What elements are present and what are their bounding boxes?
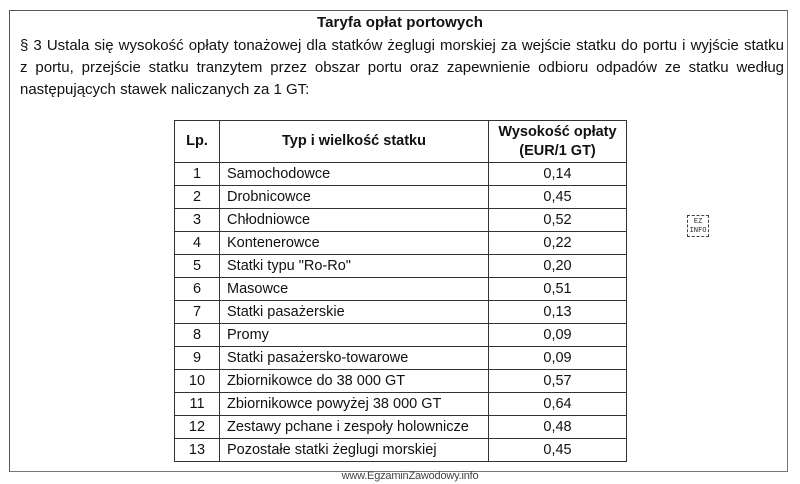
row-ship-type: Statki pasażersko-towarowe <box>220 347 489 370</box>
row-fee: 0,22 <box>489 232 627 255</box>
row-fee: 0,45 <box>489 186 627 209</box>
row-lp: 13 <box>175 439 220 462</box>
row-ship-type: Zbiornikowce powyżej 38 000 GT <box>220 393 489 416</box>
row-ship-type: Zbiornikowce do 38 000 GT <box>220 370 489 393</box>
row-lp: 1 <box>175 163 220 186</box>
row-ship-type: Promy <box>220 324 489 347</box>
header-lp: Lp. <box>175 121 220 163</box>
table-body <box>175 163 627 462</box>
row-fee: 0,14 <box>489 163 627 186</box>
row-fee: 0,13 <box>489 301 627 324</box>
row-lp: 7 <box>175 301 220 324</box>
table-row <box>175 163 627 186</box>
header-fee-line1: Wysokość opłaty <box>498 123 617 140</box>
watermark: www.EgzaminZawodowy.info <box>341 470 479 482</box>
table-row <box>175 255 627 278</box>
row-lp: 12 <box>175 416 220 439</box>
row-lp: 2 <box>175 186 220 209</box>
row-fee: 0,51 <box>489 278 627 301</box>
row-ship-type: Drobnicowce <box>220 186 489 209</box>
row-fee: 0,52 <box>489 209 627 232</box>
paragraph-line: § 3 Ustala się wysokość opłaty tonażowej dla statków żeglugi morskiej za wejście statku do portu i wyjście statku <box>20 37 784 54</box>
row-fee: 0,45 <box>489 439 627 462</box>
row-lp: 11 <box>175 393 220 416</box>
row-fee: 0,64 <box>489 393 627 416</box>
table-row <box>175 393 627 416</box>
row-ship-type: Samochodowce <box>220 163 489 186</box>
row-ship-type: Masowce <box>220 278 489 301</box>
row-lp: 9 <box>175 347 220 370</box>
paragraph-line: następujących stawek naliczanych za 1 GT: <box>20 81 310 98</box>
paragraph-line: z portu, przejście statku tranzytem przez obszar portu oraz zapewnienie odbioru odpadów ze statku według <box>20 59 784 76</box>
header-fee <box>489 121 627 163</box>
table-row <box>175 370 627 393</box>
row-fee: 0,09 <box>489 324 627 347</box>
table-row <box>175 416 627 439</box>
row-lp: 5 <box>175 255 220 278</box>
row-ship-type: Kontenerowce <box>220 232 489 255</box>
row-lp: 6 <box>175 278 220 301</box>
table-header-row <box>175 121 627 163</box>
row-fee: 0,09 <box>489 347 627 370</box>
row-ship-type: Pozostałe statki żeglugi morskiej <box>220 439 489 462</box>
row-lp: 8 <box>175 324 220 347</box>
row-fee: 0,20 <box>489 255 627 278</box>
header-fee-line2: (EUR/1 GT) <box>519 142 596 159</box>
row-ship-type: Chłodniowce <box>220 209 489 232</box>
row-lp: 3 <box>175 209 220 232</box>
table-row <box>175 439 627 462</box>
table-row <box>175 324 627 347</box>
document-title: Taryfa opłat portowych <box>316 14 484 31</box>
document-paragraph <box>20 35 784 101</box>
table-row <box>175 232 627 255</box>
ez-info-logo-icon <box>687 215 709 237</box>
row-ship-type: Zestawy pchane i zespoły holownicze <box>220 416 489 439</box>
table-row <box>175 278 627 301</box>
fee-table <box>174 120 627 462</box>
logo-line2: INFO <box>689 226 707 234</box>
row-fee: 0,57 <box>489 370 627 393</box>
table-row <box>175 186 627 209</box>
row-lp: 10 <box>175 370 220 393</box>
logo-line1: EZ <box>693 217 703 225</box>
table-row <box>175 347 627 370</box>
header-ship-type: Typ i wielkość statku <box>220 121 489 163</box>
row-ship-type: Statki pasażerskie <box>220 301 489 324</box>
row-lp: 4 <box>175 232 220 255</box>
table-row <box>175 301 627 324</box>
table-row <box>175 209 627 232</box>
row-fee: 0,48 <box>489 416 627 439</box>
row-ship-type: Statki typu "Ro-Ro" <box>220 255 489 278</box>
